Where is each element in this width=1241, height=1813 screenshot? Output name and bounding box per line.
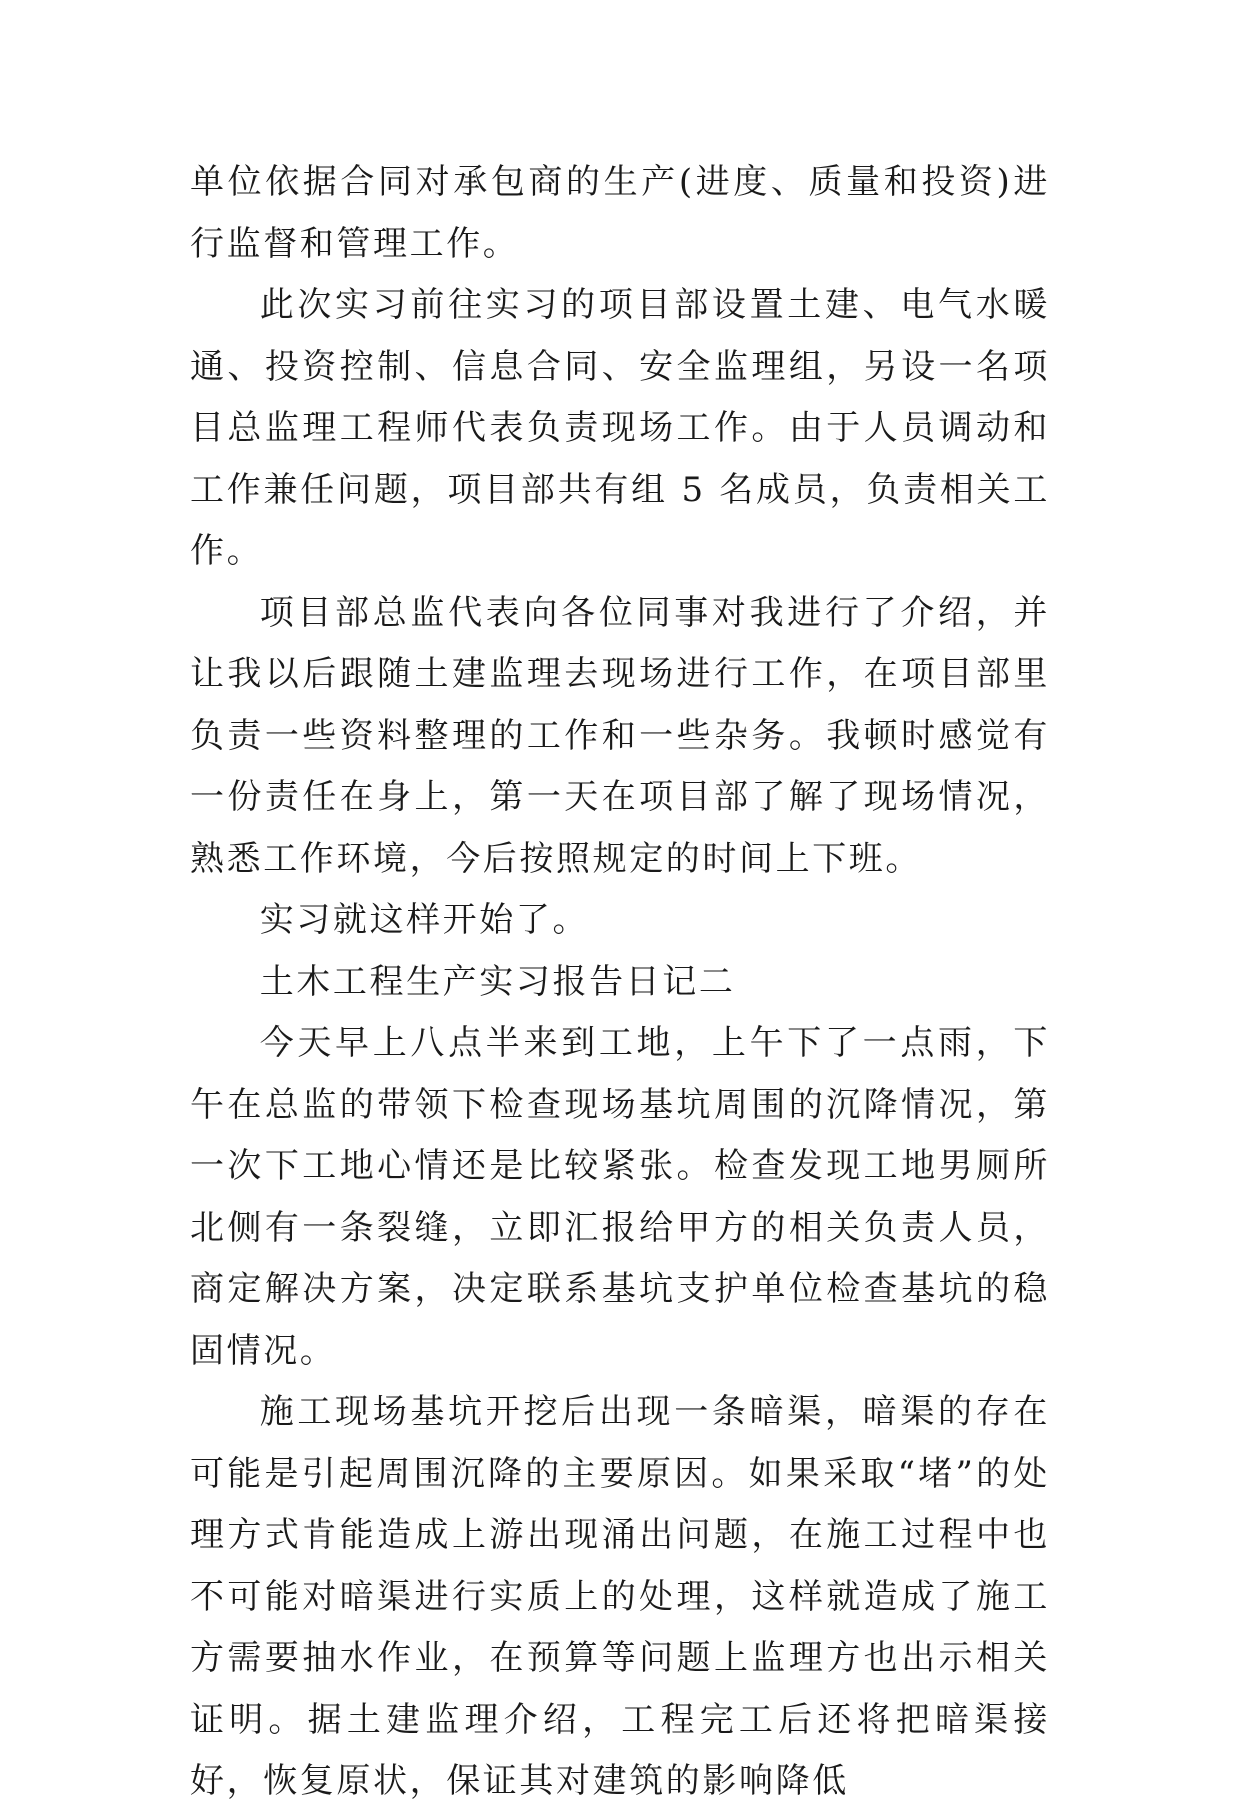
paragraph-continued: 单位依据合同对承包商的生产(进度、质量和投资)进行监督和管理工作。 bbox=[190, 162, 1050, 264]
paragraph-introduction: 项目部总监代表向各位同事对我进行了介绍，并让我以后跟随土建监理去现场进行工作，在项目部里负责一些资料整理的工作和一些杂务。我顿时感觉有一份责任在身上，第一天在项目部了解了现场情况，熟悉工作环境，今后按照规定的时间上下班。 bbox=[190, 592, 1050, 879]
paragraph-start: 实习就这样开始了。 bbox=[259, 900, 590, 940]
paragraph-site-inspection: 今天早上八点半来到工地，上午下了一点雨，下午在总监的带领下检查现场基坑周围的沉降情况，第一次下工地心情还是比较紧张。检查发现工地男厕所北侧有一条裂缝，立即汇报给甲方的相关负责人员，商定解决方案，决定联系基坑支护单位检查基坑的稳固情况。 bbox=[190, 1023, 1050, 1371]
document-body bbox=[190, 152, 1050, 1813]
section-heading-diary-two: 土木工程生产实习报告日记二 bbox=[259, 961, 736, 1002]
paragraph-project-department: 此次实习前往实习的项目部设置土建、电气水暖通、投资控制、信息合同、安全监理组，另设一名项目总监理工程师代表负责现场工作。由于人员调动和工作兼任问题，项目部共有组 5 名成员，负责相关工作。 bbox=[190, 285, 1050, 571]
paragraph-culvert: 施工现场基坑开挖后出现一条暗渠，暗渠的存在可能是引起周围沉降的主要原因。如果采取“堵”的处理方式肯能造成上游出现涌出问题，在施工过程中也不可能对暗渠进行实质上的处理，这样就造成了施工方需要抽水作业，在预算等问题上监理方也出示相关证明。据土建监理介绍，工程完工后还将把暗渠接好，恢复原状，保证其对建筑的影响降低 bbox=[190, 1392, 1050, 1801]
